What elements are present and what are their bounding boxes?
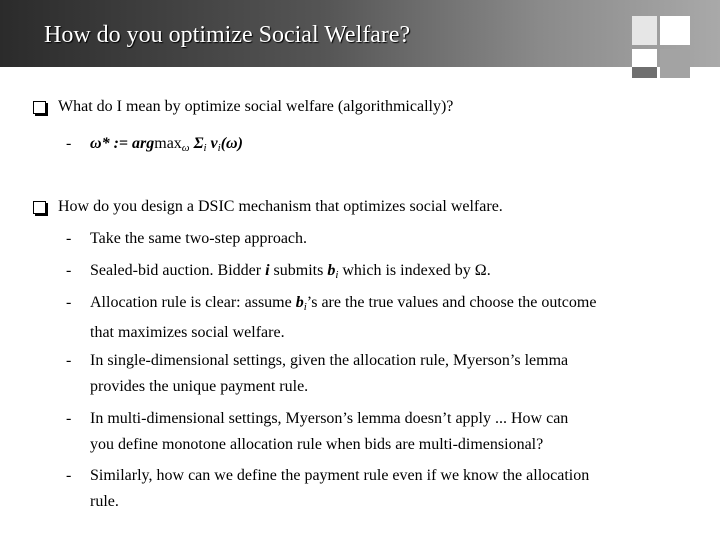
formula-sub-omega: ω: [181, 142, 190, 154]
text-part: provides the unique payment rule.: [90, 378, 309, 395]
welfare-formula: [90, 131, 690, 161]
sub-bullet-multi-dim: [90, 406, 690, 458]
formula-sub-vi: i: [217, 142, 221, 154]
decorative-square: [632, 16, 657, 45]
dash-bullet: -: [66, 294, 72, 311]
square-bullet-icon: [33, 201, 46, 214]
sub-bullet-sealed-bid: [90, 258, 690, 288]
bullet-text: What do I mean by optimize social welfare (algorithmically)?: [58, 98, 454, 115]
sub-bullet-payment: [90, 463, 690, 515]
text-part: Sealed-bid auction. Bidder: [90, 262, 266, 279]
decorative-square: [632, 49, 657, 67]
text-part: submits: [269, 262, 328, 279]
text-part: Allocation rule is clear: assume: [90, 294, 296, 311]
formula-max: max: [154, 135, 182, 152]
dash-bullet: -: [66, 230, 72, 247]
formula-v: v: [210, 135, 218, 152]
title-bar: [0, 0, 720, 67]
dash-bullet: -: [66, 262, 72, 279]
dash-bullet: -: [66, 352, 72, 369]
math-sub-i: i: [335, 269, 339, 281]
sub-bullet-single-dim: [90, 348, 690, 400]
text-part: In single-dimensional settings, given the allocation rule, Myerson’s lemma: [90, 352, 569, 369]
sub-bullet-allocation: [90, 290, 690, 346]
text-part: In multi-dimensional settings, Myerson’s lemma doesn’t apply ... How can: [90, 410, 569, 427]
formula-sigma: Σ: [193, 135, 204, 152]
bullet-text: How do you design a DSIC mechanism that optimizes social welfare.: [58, 198, 503, 215]
text-part: Similarly, how can we define the payment rule even if we know the allocation: [90, 467, 590, 484]
dash-bullet: -: [66, 467, 72, 484]
formula-arg-omega: (ω): [220, 135, 243, 152]
text-part: that maximizes social welfare.: [90, 324, 285, 341]
square-bullet-icon: [33, 101, 46, 114]
text-part: which is indexed by Ω.: [338, 262, 491, 279]
math-b: b: [327, 262, 336, 279]
decorative-square: [660, 49, 690, 78]
dash-bullet: -: [66, 135, 72, 152]
decorative-square: [632, 67, 657, 78]
sub-bullet-text: Take the same two-step approach.: [90, 230, 308, 247]
formula-sub-i: i: [203, 142, 207, 154]
slide-title: How do you optimize Social Welfare?: [44, 22, 411, 48]
text-part: ’s are the true values and choose the outcome: [306, 294, 597, 311]
dash-bullet: -: [66, 410, 72, 427]
formula-arg: arg: [132, 135, 155, 152]
math-i: i: [265, 262, 270, 279]
text-part: you define monotone allocation rule when bids are multi-dimensional?: [90, 436, 544, 453]
text-part: rule.: [90, 493, 119, 510]
formula-lhs: ω* :=: [90, 135, 133, 152]
math-b: b: [295, 294, 304, 311]
decorative-square: [660, 16, 690, 45]
math-sub-i: i: [303, 301, 307, 313]
